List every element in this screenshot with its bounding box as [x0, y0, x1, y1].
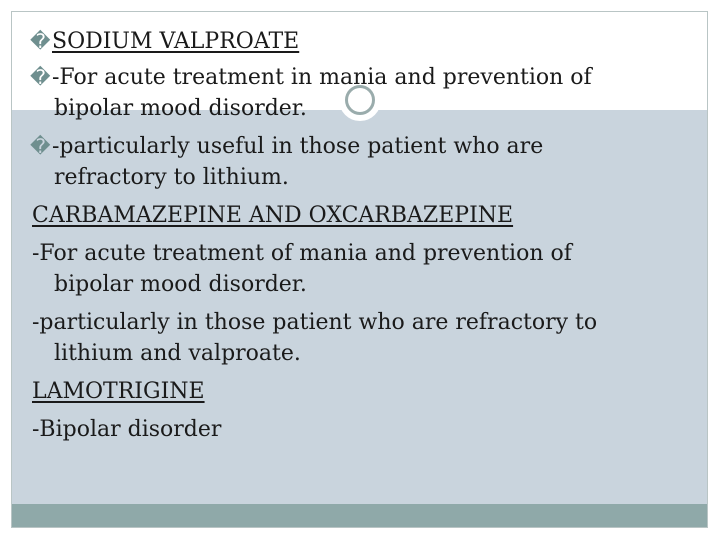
valproate-point2 — [32, 131, 702, 162]
bullet-icon: � — [30, 65, 51, 89]
valproate-point1 — [32, 62, 702, 93]
carbamazepine-point1-line1: -For acute treatment of mania and prevention of — [32, 241, 572, 266]
carbamazepine-point2-line2: lithium and valproate. — [54, 341, 301, 366]
carbamazepine-point1-line2: bipolar mood disorder. — [54, 272, 307, 297]
valproate-point2-line2: refractory to lithium. — [54, 165, 289, 190]
bullet-icon: � — [30, 134, 51, 158]
valproate-heading-line — [32, 26, 702, 57]
slide-content — [32, 26, 702, 445]
bullet-icon: � — [30, 29, 51, 53]
valproate-point2-line1: -particularly useful in those patient who are — [52, 134, 544, 159]
footer-band — [12, 504, 707, 527]
lamotrigine-point1-line1: -Bipolar disorder — [32, 417, 222, 442]
lamotrigine-heading: LAMOTRIGINE — [32, 379, 205, 404]
carbamazepine-heading: CARBAMAZEPINE AND OXCARBAZEPINE — [32, 203, 514, 228]
valproate-heading: SODIUM VALPROATE — [52, 29, 300, 54]
carbamazepine-point2-line1: -particularly in those patient who are refractory to — [32, 310, 598, 335]
valproate-point1-line1: -For acute treatment in mania and prevention of — [52, 65, 592, 90]
valproate-point1-line2: bipolar mood disorder. — [54, 96, 307, 121]
